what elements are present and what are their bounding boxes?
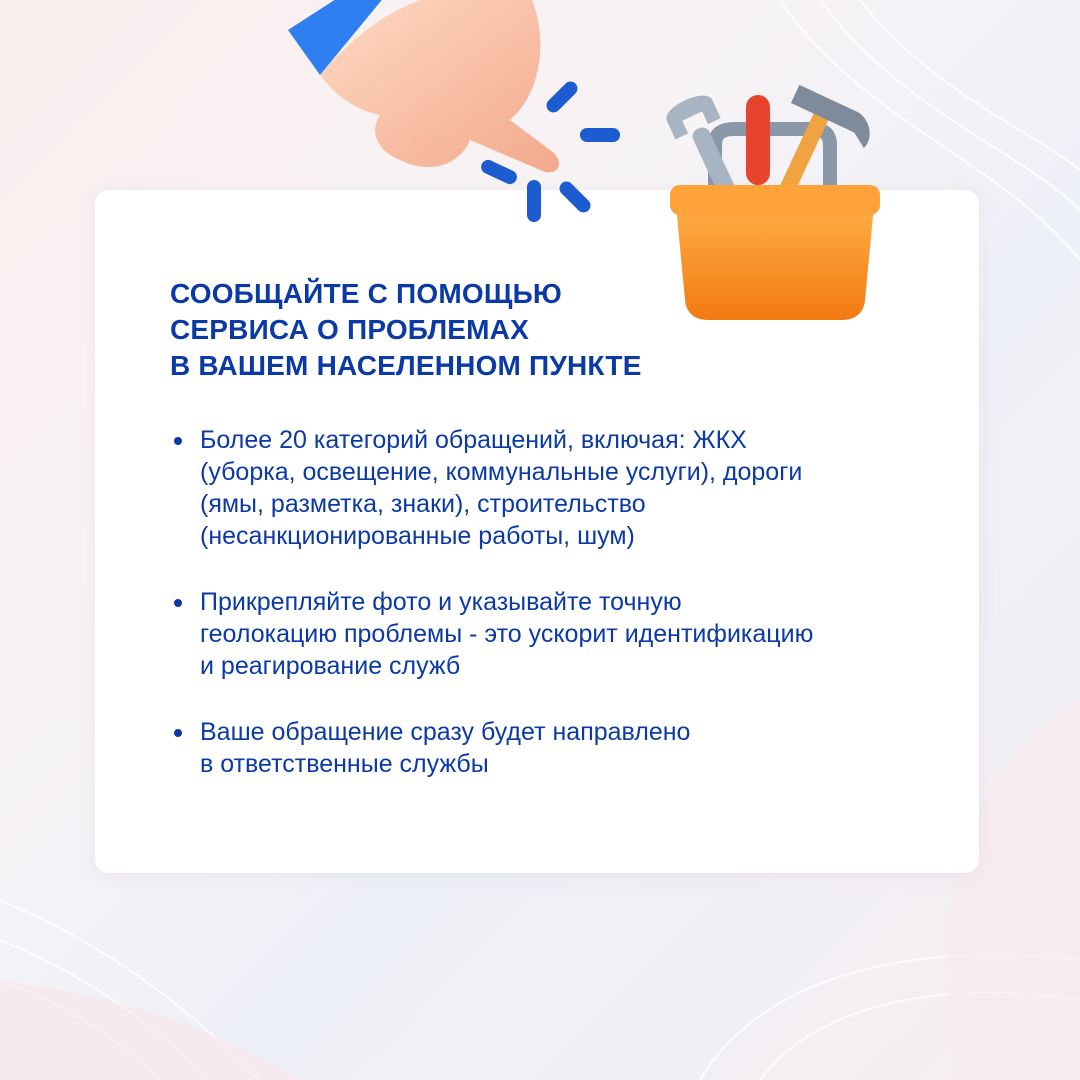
click-burst-icon <box>460 70 630 230</box>
list-item-line: в ответственные службы <box>200 750 489 778</box>
page-title <box>170 276 642 384</box>
list-item <box>172 424 932 552</box>
toolbox-icon <box>660 85 890 325</box>
list-item <box>172 716 932 780</box>
bullet-dot-icon <box>174 437 182 445</box>
list-item-line: (уборка, освещение, коммунальные услуги), дороги <box>200 458 803 486</box>
feature-list <box>172 424 932 814</box>
list-item-line: Ваше обращение сразу будет направлено <box>200 718 691 746</box>
title-line: В ВАШЕМ НАСЕЛЕННОМ ПУНКТЕ <box>170 350 642 381</box>
bullet-dot-icon <box>174 599 182 607</box>
bullet-dot-icon <box>174 729 182 737</box>
title-line: СООБЩАЙТЕ С ПОМОЩЬЮ <box>170 278 562 309</box>
list-item-line: и реагирование служб <box>200 652 461 680</box>
list-item-line: (ямы, разметка, знаки), строительство <box>200 490 646 518</box>
list-item-line: Прикрепляйте фото и указывайте точную <box>200 588 682 616</box>
title-line: СЕРВИСА О ПРОБЛЕМАХ <box>170 314 529 345</box>
list-item-line: геолокацию проблемы - это ускорит идентификацию <box>200 620 814 648</box>
list-item-line: (несанкционированные работы, шум) <box>200 522 635 550</box>
list-item <box>172 586 932 682</box>
list-item-line: Более 20 категорий обращений, включая: ЖКХ <box>200 426 747 454</box>
